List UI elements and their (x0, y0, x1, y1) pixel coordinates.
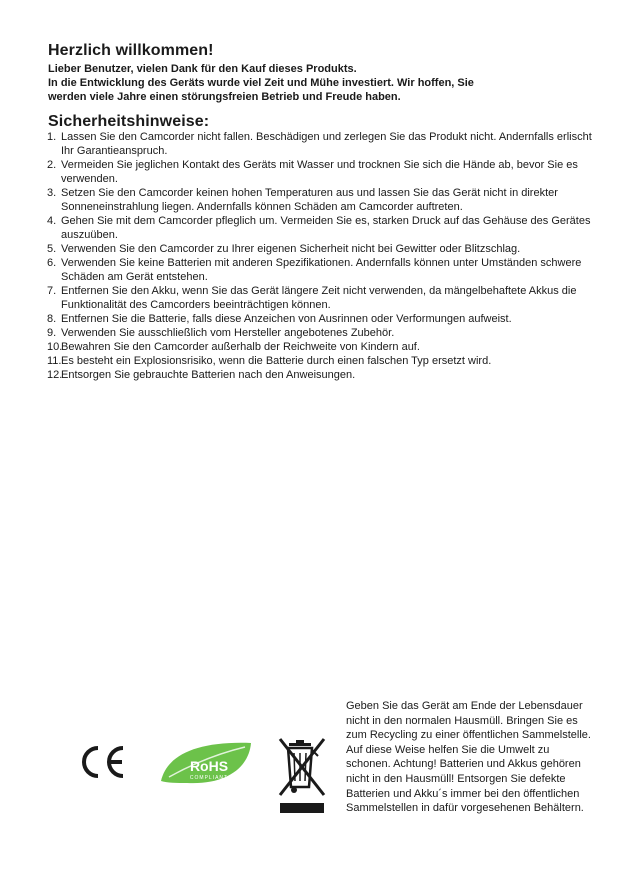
safety-item-text: Entfernen Sie den Akku, wenn Sie das Gerät längere Zeit nicht verwenden, da mängelbehaftete Akkus die Funktionalität des Camcorders beeinträchtigen können. (61, 285, 577, 311)
safety-item (47, 242, 607, 256)
safety-item (47, 284, 607, 312)
rohs-logo-sublabel: COMPLIANT (189, 775, 229, 781)
safety-item (47, 340, 607, 354)
safety-item (47, 256, 607, 284)
safety-item (47, 214, 607, 242)
safety-item-text: Verwenden Sie den Camcorder zu Ihrer eigenen Sicherheit nicht bei Gewitter oder Blitzschlag. (61, 243, 521, 255)
safety-item (47, 130, 607, 158)
safety-item (47, 354, 607, 368)
welcome-text (48, 62, 588, 104)
safety-item (47, 158, 607, 186)
safety-item-text: Vermeiden Sie jeglichen Kontakt des Geräts mit Wasser und trocknen Sie sich die Hände ab, bevor Sie es verwenden. (61, 159, 578, 185)
safety-item-number: 3. (47, 187, 57, 199)
welcome-line: In die Entwicklung des Geräts wurde viel Zeit und Mühe investiert. Wir hoffen, Sie (48, 77, 474, 89)
crossed-out-wheelie-bin-icon (274, 735, 330, 815)
safety-item-text: Entfernen Sie die Batterie, falls diese Anzeichen von Ausrinnen oder Verformungen aufweist. (61, 313, 512, 325)
safety-item-number: 1. (47, 131, 57, 143)
safety-item-number: 8. (47, 313, 57, 325)
safety-item-text: Entsorgen Sie gebrauchte Batterien nach den Anweisungen. (61, 369, 356, 381)
safety-item (47, 312, 607, 326)
safety-item-text: Lassen Sie den Camcorder nicht fallen. Beschädigen und zerlegen Sie das Produkt nicht. Andernfalls erlischt Ihr Garantieanspruch. (61, 131, 592, 157)
safety-item-number: 11. (47, 355, 62, 367)
rohs-compliant-logo (157, 737, 255, 789)
safety-item (47, 326, 607, 340)
safety-title: Sicherheitshinweise: (48, 113, 210, 130)
safety-item-text: Setzen Sie den Camcorder keinen hohen Temperaturen aus und lassen Sie das Gerät nicht in direkter Sonneneinstrahlung liegen. Andernfalls können Schäden am Camcorder auftreten. (61, 187, 558, 213)
safety-item-text: Gehen Sie mit dem Camcorder pfleglich um. Vermeiden Sie es, starken Druck auf das Gehäuse des Gerätes auszuüben. (61, 215, 591, 241)
safety-item-text: Es besteht ein Explosionsrisiko, wenn die Batterie durch einen falschen Typ ersetzt wird. (61, 355, 492, 367)
ce-mark-icon (79, 743, 129, 781)
rohs-logo-label: RoHS (189, 758, 229, 774)
safety-item-number: 5. (47, 243, 57, 255)
recycling-notice: Geben Sie das Gerät am Ende der Lebensdauer nicht in den normalen Hausmüll. Bringen Sie es zum Recycling zu einer öffentlichen Sammelstelle. Auf diese Weise helfen Sie die Umwelt zu schonen. Achtung! Batterien und Akkus gehören nicht in den Hausmüll! Entsorgen Sie defekte Batterien und Akku´s immer bei den öffentlichen Sammelstellen in dafür vorgesehenen Behältern. (346, 700, 591, 815)
safety-item-text: Verwenden Sie ausschließlich vom Hersteller angebotenes Zubehör. (61, 327, 395, 339)
welcome-line: Lieber Benutzer, vielen Dank für den Kauf dieses Produkts. (48, 63, 357, 75)
safety-item-text: Verwenden Sie keine Batterien mit anderen Spezifikationen. Andernfalls können unter Umständen schwere Schäden am Gerät entstehen. (61, 257, 582, 283)
safety-item-number: 9. (47, 327, 57, 339)
safety-item-number: 4. (47, 215, 57, 227)
safety-item-number: 7. (47, 285, 57, 297)
safety-item-number: 10. (47, 341, 63, 353)
safety-item-text: Bewahren Sie den Camcorder außerhalb der Reichweite von Kindern auf. (61, 341, 420, 353)
safety-item-number: 12. (47, 369, 63, 381)
safety-item-number: 2. (47, 159, 57, 171)
welcome-title: Herzlich willkommen! (48, 42, 214, 59)
welcome-line: werden viele Jahre einen störungsfreien Betrieb und Freude haben. (48, 91, 401, 103)
safety-item (47, 368, 607, 382)
safety-item (47, 186, 607, 214)
safety-item-number: 6. (47, 257, 57, 269)
safety-list (47, 130, 607, 382)
